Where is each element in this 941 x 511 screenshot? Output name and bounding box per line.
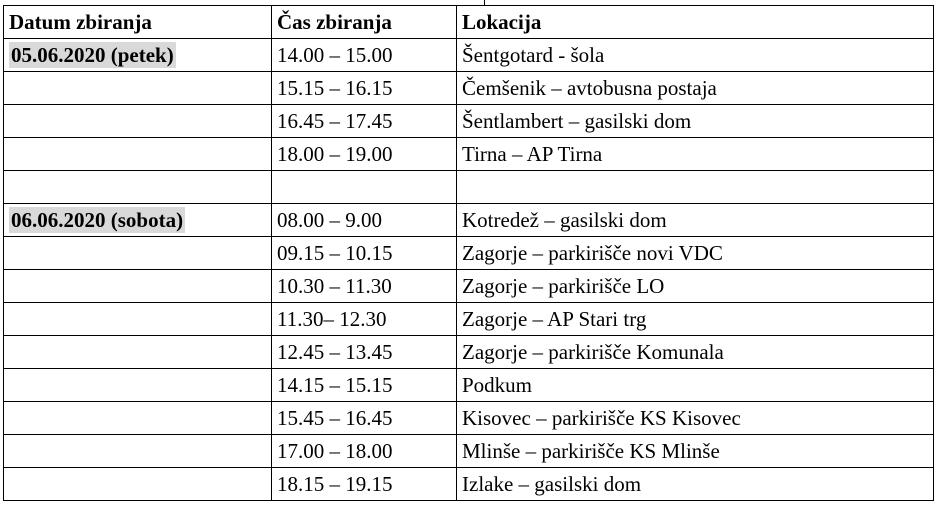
collection-schedule-table <box>3 5 934 501</box>
location-cell: Kisovec – parkirišče KS Kisovec <box>457 402 934 435</box>
time-cell: 08.00 – 9.00 <box>272 204 457 237</box>
date-cell <box>4 171 272 204</box>
table-row <box>4 336 934 369</box>
location-cell: Kotredež – gasilski dom <box>457 204 934 237</box>
date-cell <box>4 39 272 72</box>
date-cell <box>4 72 272 105</box>
table-row <box>4 105 934 138</box>
location-cell: Šentgotard - šola <box>457 39 934 72</box>
time-cell: 15.45 – 16.45 <box>272 402 457 435</box>
time-cell: 14.00 – 15.00 <box>272 39 457 72</box>
time-cell: 12.45 – 13.45 <box>272 336 457 369</box>
date-cell <box>4 369 272 402</box>
location-cell: Zagorje – parkirišče novi VDC <box>457 237 934 270</box>
table-row <box>4 402 934 435</box>
time-cell: 16.45 – 17.45 <box>272 105 457 138</box>
date-cell <box>4 303 272 336</box>
date-cell <box>4 270 272 303</box>
time-cell: 14.15 – 15.15 <box>272 369 457 402</box>
date-cell <box>4 138 272 171</box>
table-row <box>4 39 934 72</box>
location-cell: Izlake – gasilski dom <box>457 468 934 501</box>
schedule-body <box>4 39 934 501</box>
table-row <box>4 171 934 204</box>
date-cell <box>4 435 272 468</box>
location-cell <box>457 171 934 204</box>
location-cell: Zagorje – parkirišče LO <box>457 270 934 303</box>
table-row <box>4 303 934 336</box>
header-date: Datum zbiranja <box>4 6 272 39</box>
date-cell <box>4 105 272 138</box>
location-cell: Tirna – AP Tirna <box>457 138 934 171</box>
date-label: 06.06.2020 (sobota) <box>11 207 184 232</box>
time-cell: 15.15 – 16.15 <box>272 72 457 105</box>
location-cell: Zagorje – AP Stari trg <box>457 303 934 336</box>
table-row <box>4 270 934 303</box>
location-cell: Zagorje – parkirišče Komunala <box>457 336 934 369</box>
header-time: Čas zbiranja <box>272 6 457 39</box>
header-location: Lokacija <box>457 6 934 39</box>
location-cell: Mlinše – parkirišče KS Mlinše <box>457 435 934 468</box>
time-cell: 17.00 – 18.00 <box>272 435 457 468</box>
date-cell <box>4 468 272 501</box>
table-row <box>4 369 934 402</box>
table-row <box>4 138 934 171</box>
date-cell <box>4 204 272 237</box>
table-row <box>4 204 934 237</box>
table-row <box>4 435 934 468</box>
time-cell: 18.00 – 19.00 <box>272 138 457 171</box>
date-cell <box>4 402 272 435</box>
time-cell: 10.30 – 11.30 <box>272 270 457 303</box>
time-cell <box>272 171 457 204</box>
table-row <box>4 468 934 501</box>
table-row <box>4 237 934 270</box>
date-cell <box>4 237 272 270</box>
header-row <box>4 6 934 39</box>
time-cell: 18.15 – 19.15 <box>272 468 457 501</box>
location-cell: Čemšenik – avtobusna postaja <box>457 72 934 105</box>
time-cell: 11.30– 12.30 <box>272 303 457 336</box>
date-cell <box>4 336 272 369</box>
time-cell: 09.15 – 10.15 <box>272 237 457 270</box>
location-cell: Podkum <box>457 369 934 402</box>
table-row <box>4 72 934 105</box>
date-label: 05.06.2020 (petek) <box>11 42 174 67</box>
location-cell: Šentlambert – gasilski dom <box>457 105 934 138</box>
